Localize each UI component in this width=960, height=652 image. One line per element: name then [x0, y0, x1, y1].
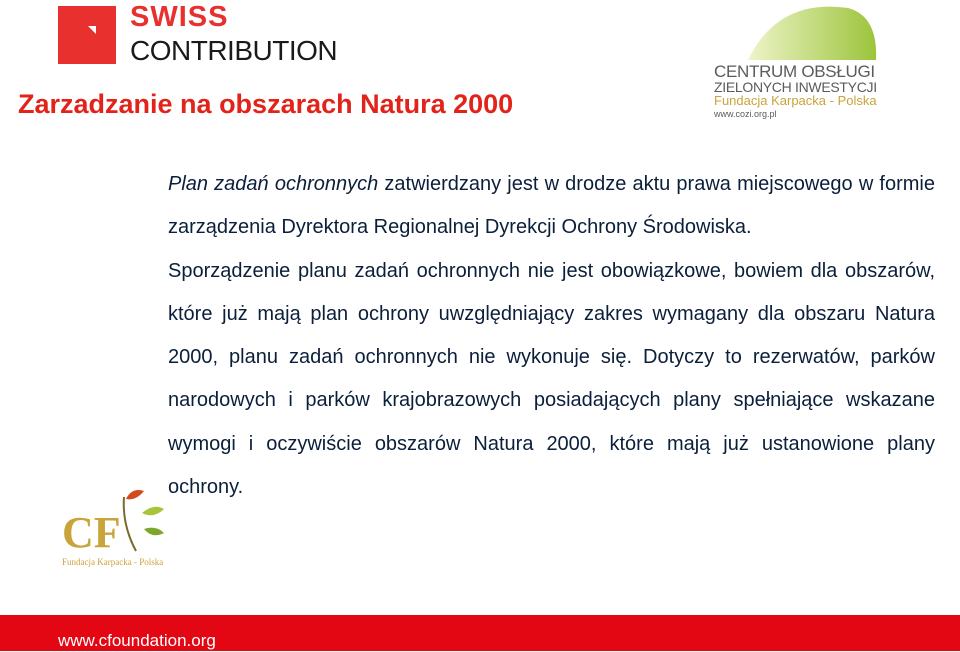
footer-website-link[interactable]: www.cfoundation.org	[58, 631, 216, 650]
body-text	[168, 163, 935, 509]
page-title: Zarzadzanie na obszarach Natura 2000	[18, 89, 514, 119]
footer-bar	[0, 615, 960, 651]
paragraph-2: Sporządzenie planu zadań ochronnych nie jest obowiązkowe, bowiem dla obszarów, które już mają plan ochrony uwzględniający zakres wymagany dla obszaru Natura 2000, planu zadań ochronnych nie wykonuje się. Dotyczy to rezerwatów, parków narodowych i parków krajobrazowych posiadających plany spełniające wskazane wymogi i oczywiście obszarów Natura 2000, które mają już ustanowione plany ochrony.	[168, 259, 935, 499]
swiss-logo-line1: SWISS	[130, 1, 229, 33]
paragraph-1-rest: zatwierdzany jest w drodze aktu prawa miejscowego w formie zarządzenia Dyrektora Regionalnej Dyrekcji Ochrony Środowiska.	[168, 173, 935, 239]
cf-foundation-logo	[60, 485, 170, 575]
cf-leaf-icon	[60, 485, 170, 557]
cozi-logo-line2: ZIELONYCH INWESTYCJI	[714, 79, 877, 95]
swiss-flag-icon	[58, 6, 116, 64]
cozi-logo-line3: Fundacja Karpacka - Polska	[714, 93, 877, 108]
swiss-logo-line2: CONTRIBUTION	[130, 35, 338, 66]
svg-text:CF: CF	[62, 508, 121, 557]
cozi-logo	[708, 2, 878, 122]
cozi-logo-line1: CENTRUM OBSŁUGI	[714, 62, 875, 81]
swiss-contribution-logo	[58, 1, 358, 66]
paragraph-1-italic: Plan zadań ochronnych	[168, 173, 379, 195]
cf-logo-caption: Fundacja Karpacka - Polska	[62, 557, 164, 567]
paragraph-1	[168, 163, 935, 250]
cozi-sun-arc-icon	[708, 2, 878, 62]
cozi-logo-website: www.cozi.org.pl	[714, 109, 777, 119]
